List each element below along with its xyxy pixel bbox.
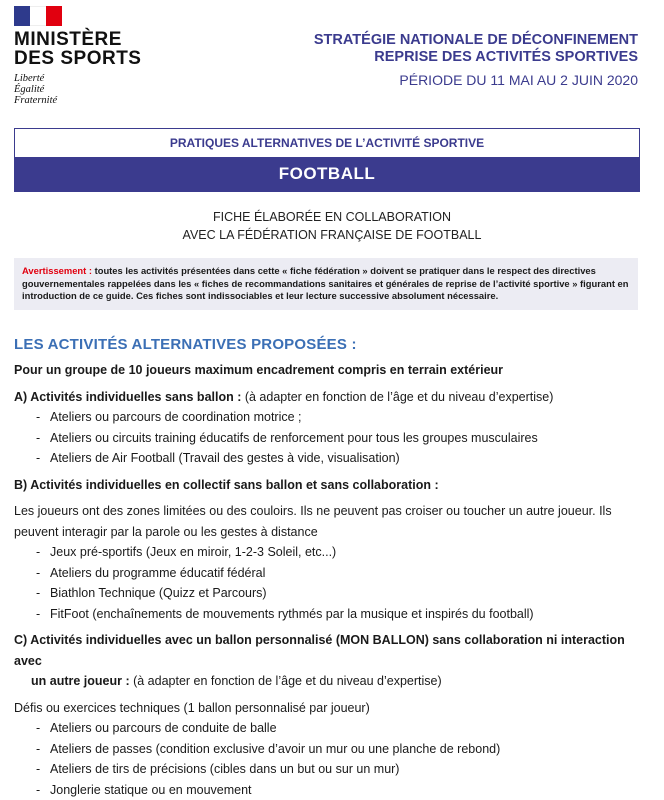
activities-content (14, 360, 644, 800)
section-title: LES ACTIVITÉS ALTERNATIVES PROPOSÉES : (14, 336, 357, 353)
strategy-title: STRATÉGIE NATIONALE DE DÉCONFINEMENT (314, 32, 638, 49)
section-c-heading-line2: un autre joueur : (31, 674, 130, 688)
list-item: - Jeux pré-sportifs (Jeux en miroir, 1-2-3 Soleil, etc...) (14, 542, 644, 563)
section-a-heading: A) Activités individuelles sans ballon : (14, 390, 241, 404)
list-item: - Ateliers ou circuits training éducatifs de renforcement pour tous les groupes musculaires (14, 428, 644, 449)
ministry-name-line1: MINISTÈRE (14, 30, 154, 49)
list-item: - Ateliers du programme éducatif fédéral (14, 563, 644, 584)
document-header (314, 32, 638, 89)
collaboration-line1: FICHE ÉLABORÉE EN COLLABORATION (0, 208, 664, 226)
motto-fraternite: Fraternité (14, 95, 154, 106)
section-c-heading-line2-row (14, 671, 644, 692)
list-item: - Jonglerie statique ou en mouvement (14, 780, 644, 800)
list-item: - Ateliers ou parcours de conduite de balle (14, 718, 644, 739)
list-item: - Ateliers de Air Football (Travail des gestes à vide, visualisation) (14, 448, 644, 469)
warning-text: toutes les activités présentées dans cette « fiche fédération » doivent se pratiquer dans le respect des directives gouvernementales rappelées dans les « fiches de recommandations sanitaires et générales de reprise de l’activité sportive » figurant en introduction de ce guide. Ces fiches sont indissociables et leur lecture successive absolument nécessaire. (22, 265, 629, 301)
warning-label: Avertissement : (22, 265, 92, 276)
section-b-heading: B) Activités individuelles en collectif sans ballon et sans collaboration : (14, 475, 644, 496)
section-b-list (14, 542, 644, 624)
section-c-note: (à adapter en fonction de l’âge et du niveau d’expertise) (130, 674, 442, 688)
section-b-intro-line2: peuvent interagir par la parole ou les gestes à distance (14, 522, 644, 543)
list-item: - Biathlon Technique (Quizz et Parcours) (14, 583, 644, 604)
sport-title: FOOTBALL (15, 157, 639, 191)
republic-motto (14, 73, 154, 106)
ministry-name-line2: DES SPORTS (14, 49, 154, 68)
motto-egalite: Égalité (14, 84, 154, 95)
list-item: - FitFoot (enchaînements de mouvements rythmés par la musique et inspirés du football) (14, 604, 644, 625)
section-a-note: (à adapter en fonction de l’âge et du niveau d’expertise) (241, 390, 553, 404)
section-a-list (14, 407, 644, 469)
ministry-logo (14, 6, 154, 106)
warning-box (14, 258, 638, 310)
french-flag-icon (14, 6, 62, 26)
practice-subtitle: PRATIQUES ALTERNATIVES DE L’ACTIVITÉ SPORTIVE (15, 129, 639, 157)
sport-title-box (14, 128, 640, 192)
list-item: - Ateliers ou parcours de coordination motrice ; (14, 407, 644, 428)
collaboration-line2: AVEC LA FÉDÉRATION FRANÇAISE DE FOOTBALL (0, 226, 664, 244)
section-c-heading-line1: C) Activités individuelles avec un ballon personnalisé (MON BALLON) sans collaboration ni interaction avec (14, 630, 644, 671)
section-c-intro: Défis ou exercices techniques (1 ballon personnalisé par joueur) (14, 698, 644, 719)
strategy-subtitle: REPRISE DES ACTIVITÉS SPORTIVES (314, 49, 638, 66)
motto-liberte: Liberté (14, 73, 154, 84)
collaboration-note (0, 208, 664, 244)
list-item: - Ateliers de tirs de précisions (cibles dans un but ou sur un mur) (14, 759, 644, 780)
section-a-heading-line (14, 387, 644, 408)
period-label: PÉRIODE DU 11 MAI AU 2 JUIN 2020 (314, 72, 638, 89)
group-note: Pour un groupe de 10 joueurs maximum encadrement compris en terrain extérieur (14, 360, 644, 381)
section-c-list (14, 718, 644, 800)
section-b-intro-line1: Les joueurs ont des zones limitées ou des couloirs. Ils ne peuvent pas croiser ou toucher un autre joueur. Ils (14, 501, 644, 522)
list-item: - Ateliers de passes (condition exclusive d’avoir un mur ou une planche de rebond) (14, 739, 644, 760)
